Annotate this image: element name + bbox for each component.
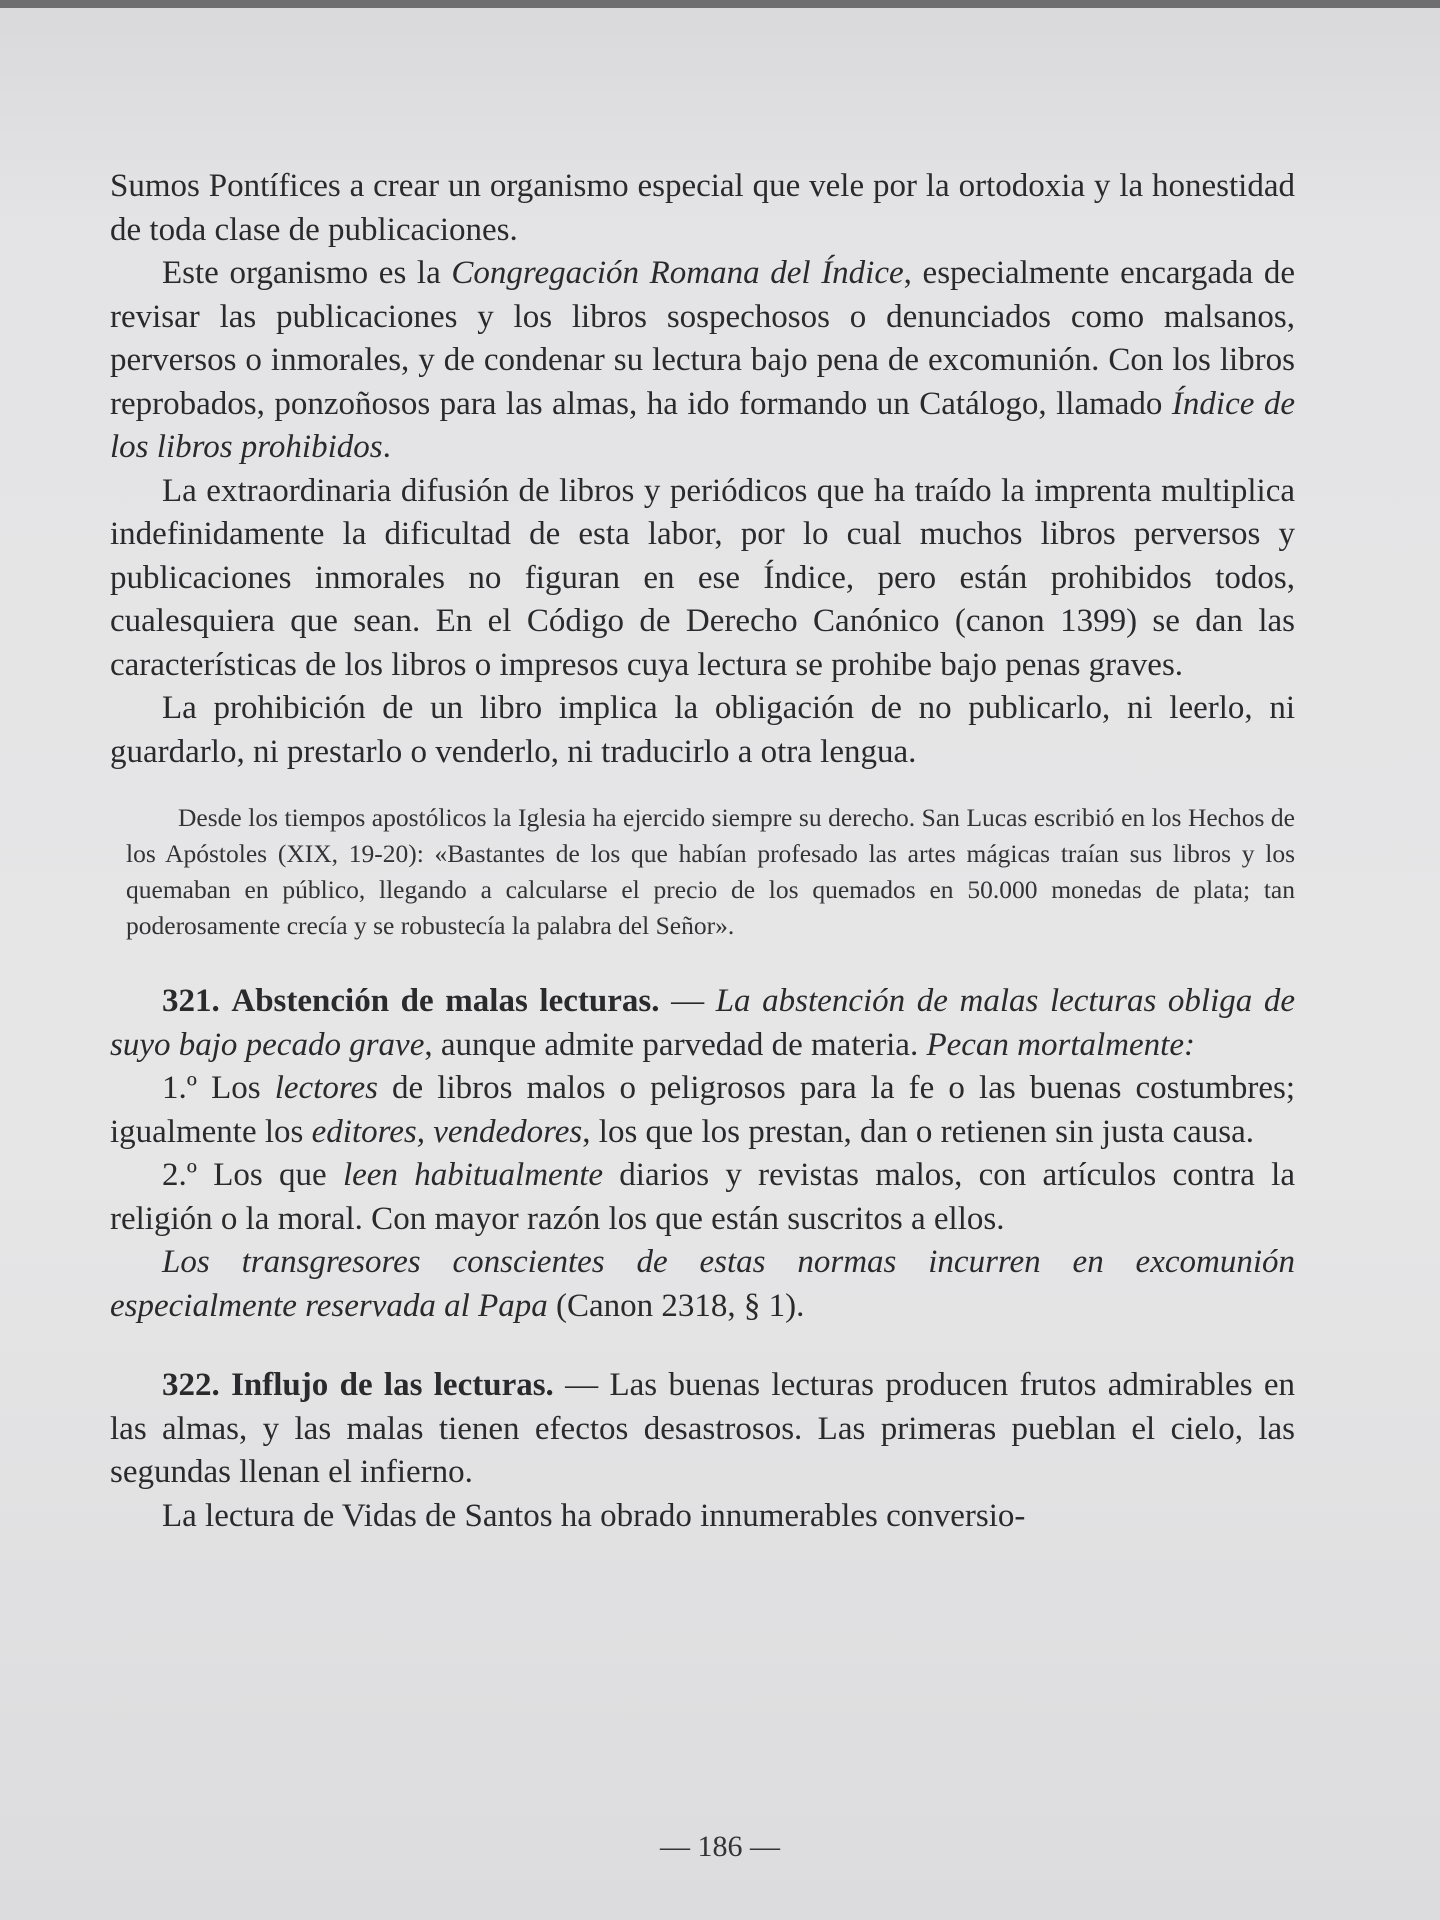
text-span: , especialmente encargada de revisar las publicaciones y los libros sospechosos o denunciados como malsanos, perversos o inmorales, y de condenar su lectura bajo pena de excomunión. Con los libros reprobados, ponzoñosos para las almas, ha ido formando un Catálogo, llamado: [110, 255, 1295, 422]
italic-term: Los transgresores conscientes de estas normas incurren en excomunión especialmente reservada al Papa: [110, 1244, 1295, 1324]
list-item-2: [110, 1154, 1295, 1241]
section-322: [110, 1364, 1295, 1495]
paragraph-3: La extraordinaria difusión de libros y periódicos que ha traído la imprenta multiplica indefinidamente la dificultad de esta labor, por lo cual muchos libros perversos y publicaciones inmorales no figuran en ese Índice, pero están prohibidos todos, cualesquiera que sean. En el Código de Derecho Canónico (canon 1399) se dan las características de los libros o impresos cuya lectura se prohibe bajo penas graves.: [110, 472, 1295, 683]
text-span: Este organismo es la: [162, 255, 452, 291]
section-number: 322.: [162, 1367, 220, 1403]
italic-term: editores, vendedores: [311, 1113, 583, 1150]
list-item-1: [110, 1067, 1295, 1154]
paragraph-4: La prohibición de un libro implica la obligación de no publicarlo, ni leerlo, ni guardarlo, ni prestarlo o venderlo, ni traducirlo a otra lengua.: [110, 690, 1295, 770]
text-span: —: [659, 983, 716, 1019]
italic-term: Pecan mortalmente:: [926, 1026, 1195, 1063]
section-title: Abstención de malas lecturas.: [231, 983, 660, 1019]
text-span: de libros malos o peligrosos para la fe o las buenas costumbres; igualmente los: [110, 1070, 1295, 1150]
text-span: , los que los prestan, dan o retienen sin justa causa.: [582, 1113, 1255, 1150]
italic-term: La abstención de malas lecturas obliga de suyo bajo pecado grave: [110, 983, 1295, 1063]
text-span: (Canon 2318, § 1).: [547, 1287, 805, 1324]
text-span: Los: [196, 1070, 275, 1106]
text-span: .: [382, 429, 391, 465]
section-321: [110, 980, 1295, 1067]
section-title: Influjo de las lecturas.: [231, 1367, 554, 1403]
text-span: Las buenas lecturas producen frutos admirables en las almas, y las malas tienen efectos desastrosos. Las primeras pueblan el cielo, las segundas llenan el infierno.: [110, 1367, 1296, 1490]
list-number: 2.º: [162, 1157, 197, 1193]
page-top-edge: [0, 0, 1440, 8]
page-number: — 186 —: [660, 1830, 780, 1863]
closing-note: [110, 1241, 1295, 1328]
italic-term: leen habitualmente: [342, 1157, 604, 1193]
list-number: 1.º: [162, 1070, 197, 1106]
text-span: diarios y revistas malos, con artículos contra la religión o la moral. Con mayor razón los que están suscritos a ellos.: [110, 1157, 1295, 1237]
paragraph-last: La lectura de Vidas de Santos ha obrado innumerables conversio-: [162, 1497, 1026, 1534]
section-number: 321.: [162, 983, 220, 1019]
paragraph-1: Sumos Pontífices a crear un organismo especial que vele por la ortodoxia y la honestidad de toda clase de publicaciones.: [110, 168, 1295, 248]
text-span: , aunque admite parvedad de materia.: [424, 1026, 927, 1063]
text-span: —: [553, 1367, 610, 1403]
italic-term: lectores: [274, 1070, 378, 1106]
italic-term: Congregación Romana del Índice: [451, 255, 904, 291]
footnote-block: Desde los tiempos apostólicos la Iglesia ha ejercido siempre su derecho. San Lucas escribió en los Hechos de los Apóstoles (XIX, 19-20): «Bastantes de los que habían profesado las artes mágicas traían sus libros y los quemaban en público, llegando a calcularse el precio de los quemados en 50.000 monedas de plata; tan poderosamente crecía y se robustecía la palabra del Señor».: [126, 803, 1295, 940]
text-span: Los que: [196, 1157, 343, 1193]
paragraph-2: [110, 252, 1295, 470]
italic-term: Índice de los libros prohibidos: [110, 385, 1295, 465]
page-body: [110, 165, 1295, 1538]
